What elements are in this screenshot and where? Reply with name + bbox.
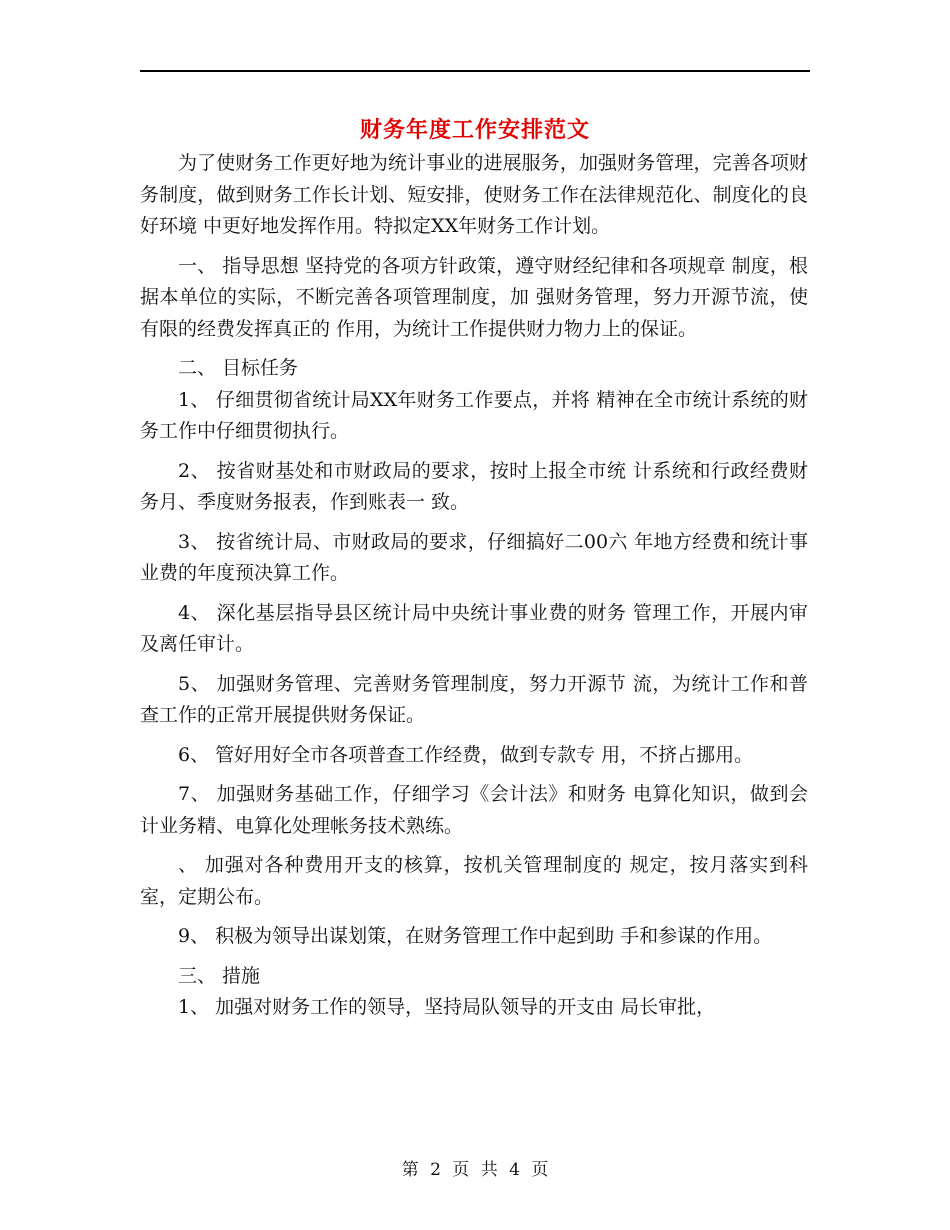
measure-item-1: 1、 加强对财务工作的领导，坚持局队领导的开支由 局长审批， <box>178 996 716 1018</box>
total-unit: 页 <box>531 1160 549 1180</box>
goal-item-5: 5、 加强财务管理、完善财务管理制度，努力开源节 流，为统计工作和普查工作的正常开展提供财务保证。 <box>140 672 808 726</box>
goal-item-9: 9、 积极为领导出谋划策，在财务管理工作中起到助 手和参谋的作用。 <box>178 925 773 947</box>
goal-item-6: 6、 管好用好全市各项普查工作经费，做到专款专 用，不挤占挪用。 <box>178 743 754 766</box>
goal-item-4: 4、 深化基层指导县区统计局中央统计事业费的财务 管理工作，开展内审及离任审计。 <box>140 601 808 655</box>
page-footer <box>0 1155 950 1180</box>
goal-item-2: 2、 按省财基处和市财政局的要求，按时上报全市统 计系统和行政经费财务月、季度财务报表，作到账表一 致。 <box>140 459 808 513</box>
page-label: 第 <box>401 1160 419 1180</box>
goal-item-8: 、 加强对各种费用开支的核算，按机关管理制度的 规定，按月落实到科室，定期公布。 <box>140 854 808 908</box>
section-heading-goals: 二、 目标任务 <box>178 357 299 379</box>
page-unit: 页 <box>452 1160 470 1180</box>
total-label: 共 <box>480 1160 498 1180</box>
goal-item-1: 1、 仔细贯彻省统计局XX年财务工作要点，并将 精神在全市统计系统的财务工作中仔细贯彻执行。 <box>140 388 808 442</box>
intro-paragraph: 为了使财务工作更好地为统计事业的进展服务，加强财务管理，完善各项财务制度，做到财务工作长计划、短安排，使财务工作在法律规范化、制度化的良好环境 中更好地发挥作用。特拟定XX年财务工作计划。 <box>140 152 808 237</box>
document-title: 财务年度工作安排范文 <box>359 118 590 143</box>
section-guiding-ideology: 一、 指导思想 坚持党的各项方针政策，遵守财经纪律和各项规章 制度，根据本单位的实际，不断完善各项管理制度，加 强财务管理，努力开源节流，使有限的经费发挥真正的 作用，为统计工作提供财力物力上的保证。 <box>140 254 808 340</box>
header-rule <box>140 70 810 72</box>
total-pages-number: 4 <box>509 1160 520 1180</box>
goal-item-7: 7、 加强财务基础工作，仔细学习《会计法》和财务 电算化知识，做到会计业务精、电算化处理帐务技术熟练。 <box>140 783 808 837</box>
current-page-number: 2 <box>430 1160 441 1180</box>
section-heading-measures: 三、 措施 <box>178 964 261 987</box>
goal-item-3: 3、 按省统计局、市财政局的要求，仔细搞好二00六 年地方经费和统计事业费的年度预决算工作。 <box>140 530 808 584</box>
document-body <box>140 148 808 1032</box>
